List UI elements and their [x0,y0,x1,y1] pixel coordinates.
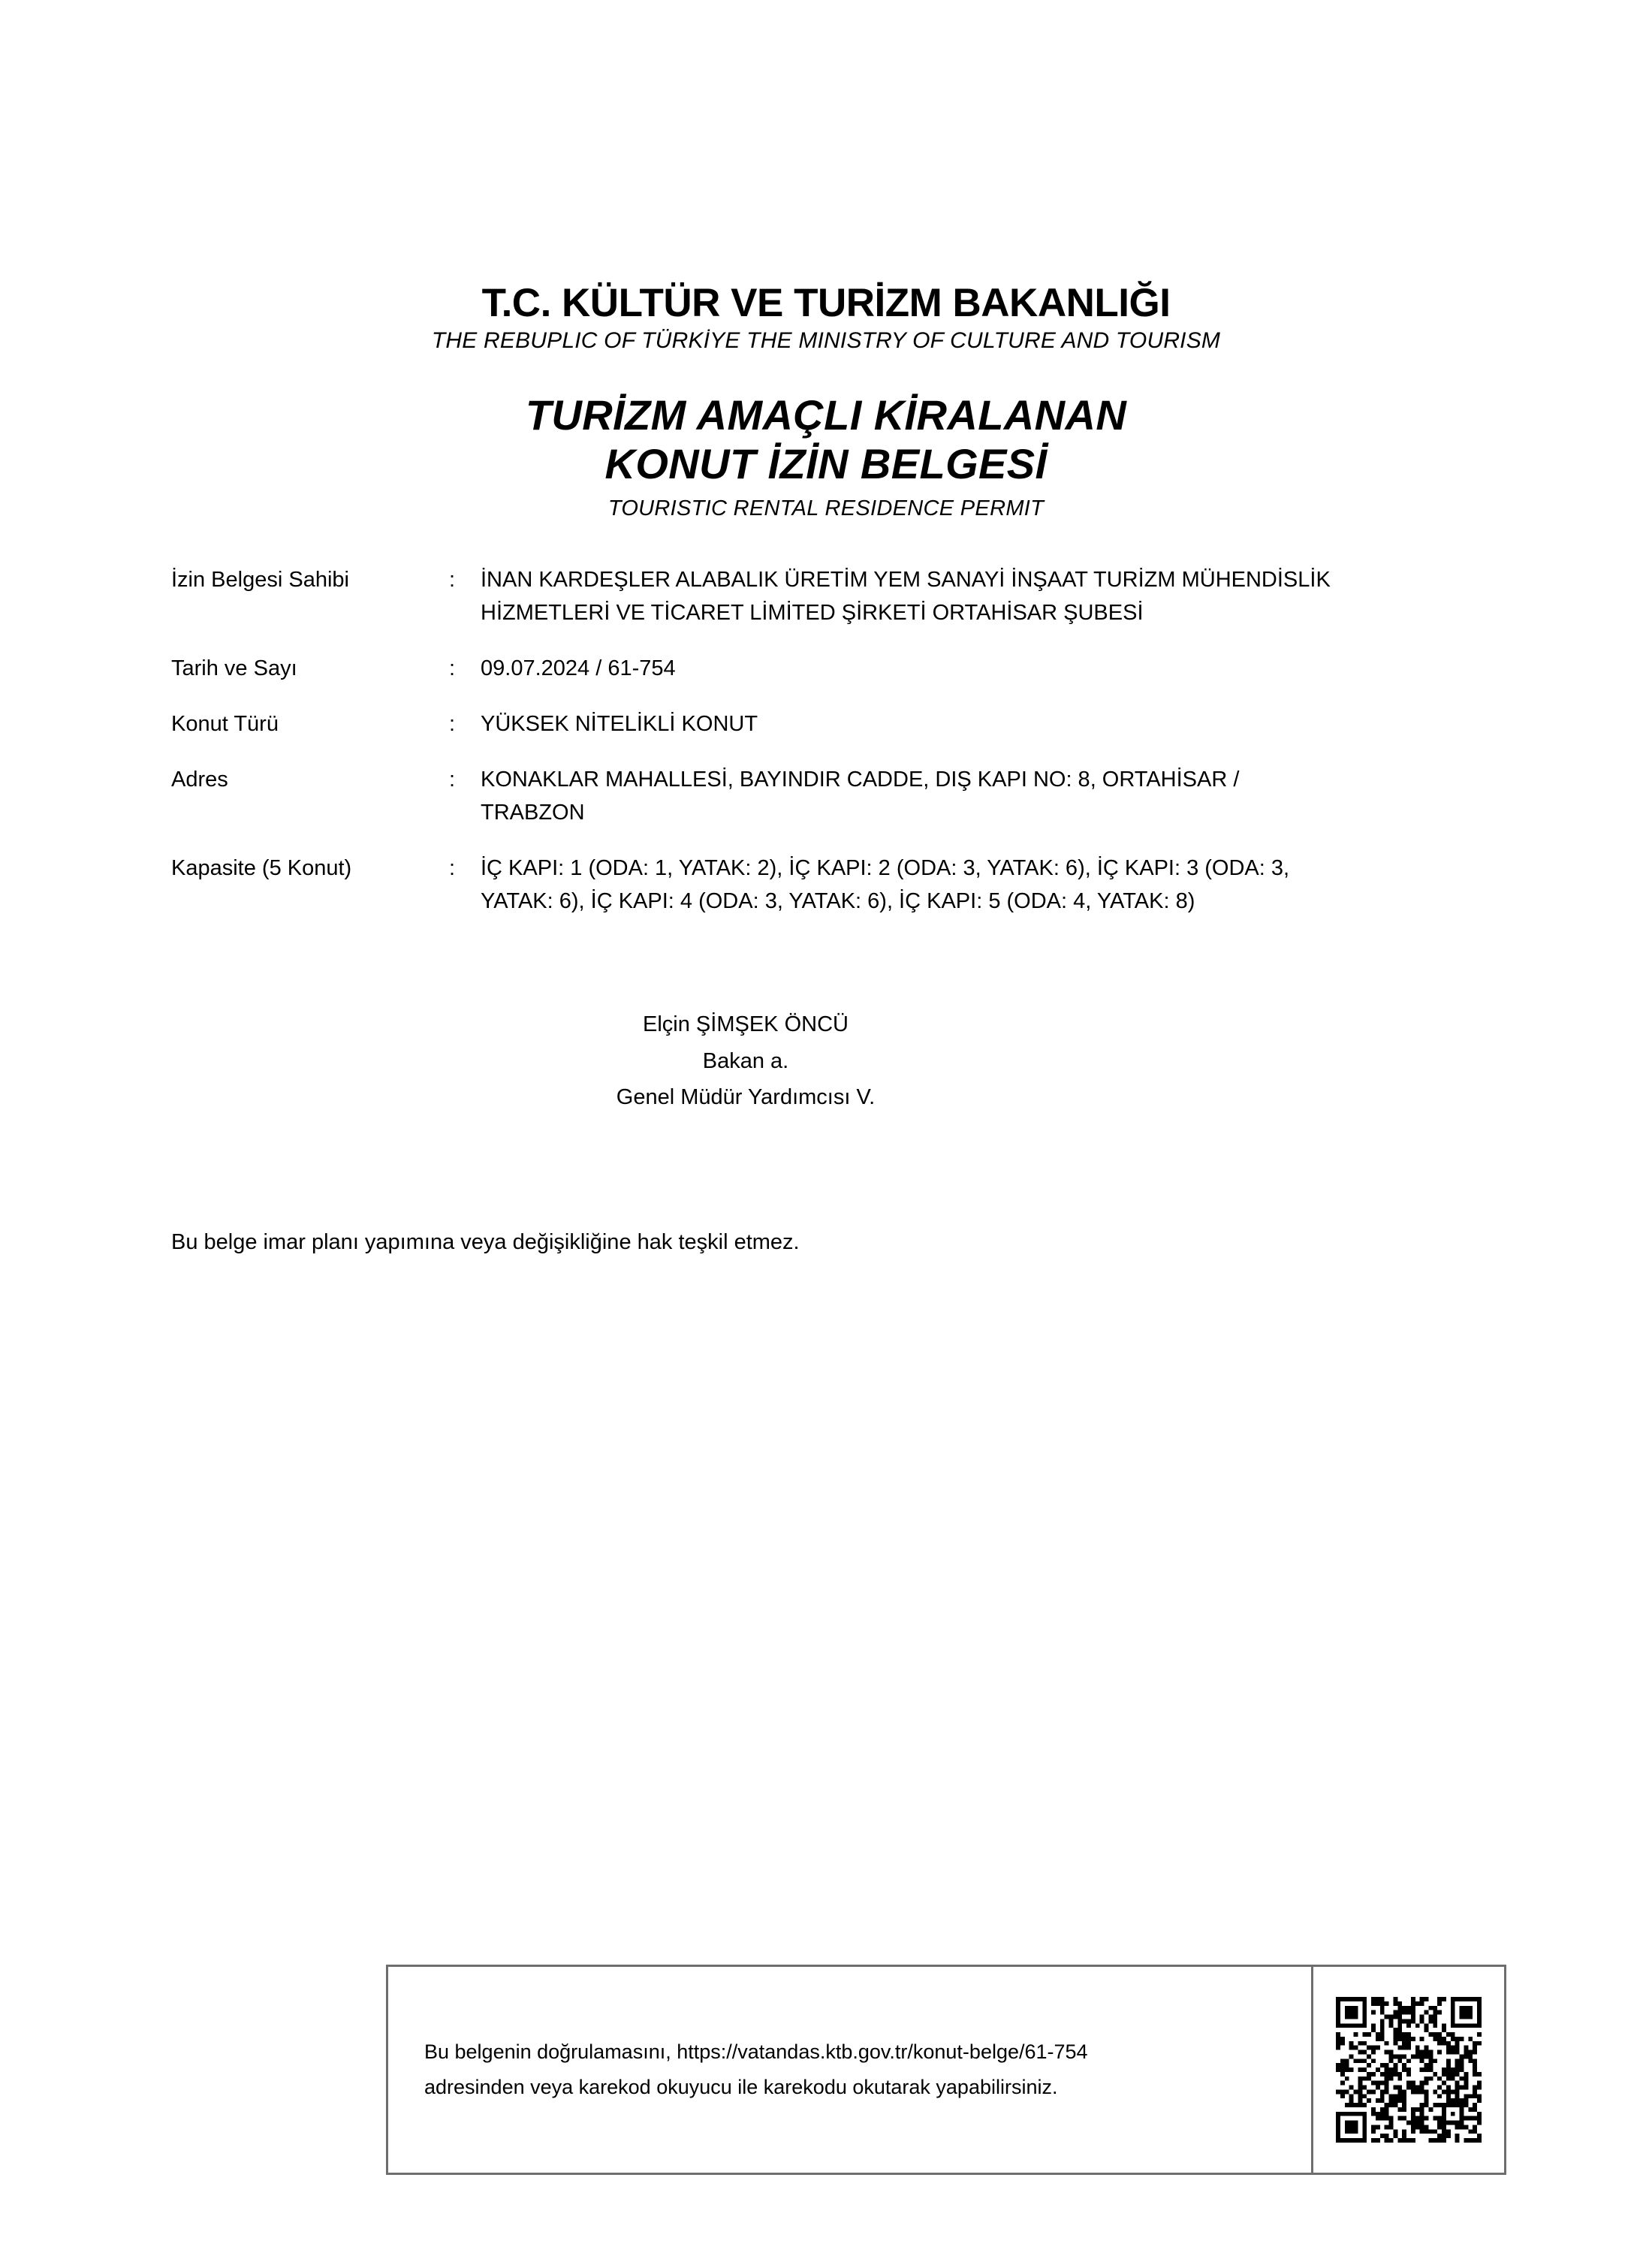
field-row-residence-type [171,707,1539,740]
value-capacity [481,852,1539,918]
label-capacity: Kapasite (5 Konut) [171,856,352,881]
ministry-name-turkish: T.C. KÜLTÜR VE TURİZM BAKANLIĞI [481,281,1171,325]
signatory-name: Elçin ŞİMŞEK ÖNCÜ [643,1012,849,1037]
field-separator-colon: : [449,711,456,736]
value-date-and-number: 09.07.2024 / 61-754 [481,656,676,680]
verification-text-line-2: adresinden veya karekod okuyucu ile karekodu okutarak yapabilirsiniz. [424,2076,1058,2098]
field-separator-colon: : [449,567,456,592]
verification-text-cell [388,1967,1311,2173]
signature-block [0,1006,1652,1115]
label-permit-holder: İzin Belgesi Sahibi [171,567,349,592]
value-address [481,763,1539,829]
field-separator-colon: : [449,856,456,881]
document-title [0,391,1652,489]
field-row-permit-holder [171,563,1539,629]
value-capacity-line-2: YATAK: 6), İÇ KAPI: 4 (ODA: 3, YATAK: 6), İÇ KAPI: 5 (ODA: 4, YATAK: 8) [481,889,1195,914]
document-subtitle-english: TOURISTIC RENTAL RESIDENCE PERMIT [607,496,1045,520]
document-header [0,0,1652,521]
signature-inner [584,1006,907,1115]
verification-text-line-1: Bu belgenin doğrulamasını, https://vatandas.ktb.gov.tr/konut-belge/61-754 [424,2040,1088,2063]
disclaimer-text: Bu belge imar planı yapımına veya değişikliğine hak teşkil etmez. [171,1230,800,1255]
value-residence-type: YÜKSEK NİTELİKLİ KONUT [481,711,758,736]
field-separator-colon: : [449,767,456,792]
label-residence-type: Konut Türü [171,711,279,736]
field-row-address [171,763,1539,829]
value-permit-holder-line-2: HİZMETLERİ VE TİCARET LİMİTED ŞİRKETİ ORTAHİSAR ŞUBESİ [481,600,1144,625]
value-address-line-1: KONAKLAR MAHALLESİ, BAYINDIR CADDE, DIŞ KAPI NO: 8, ORTAHİSAR / [481,767,1240,792]
verification-box [386,1965,1506,2175]
signatory-on-behalf: Bakan a. [702,1048,789,1073]
field-row-capacity [171,852,1539,918]
signatory-title: Genel Müdür Yardımcısı V. [616,1085,876,1110]
document-title-line-1: TURİZM AMAÇLI KİRALANAN [525,391,1127,439]
value-capacity-line-1: İÇ KAPI: 1 (ODA: 1, YATAK: 2), İÇ KAPI: 2 (ODA: 3, YATAK: 6), İÇ KAPI: 3 (ODA: 3, [481,856,1290,881]
value-address-line-2: TRABZON [481,800,585,825]
document-title-line-2: KONUT İZİN BELGESİ [604,439,1048,487]
permit-details [0,563,1652,918]
value-permit-holder-line-1: İNAN KARDEŞLER ALABALIK ÜRETİM YEM SANAYİ İNŞAAT TURİZM MÜHENDİSLİK [481,567,1331,592]
ministry-name-english: THE REBUPLIC OF TÜRKİYE THE MINISTRY OF CULTURE AND TOURISM [431,327,1221,353]
qr-code[interactable] [1336,1997,1482,2143]
field-separator-colon: : [449,656,456,680]
label-address: Adres [171,767,228,792]
label-date-and-number: Tarih ve Sayı [171,656,297,680]
value-permit-holder [481,563,1539,629]
field-row-date-and-number [171,652,1539,685]
verification-qr-cell [1311,1967,1504,2173]
